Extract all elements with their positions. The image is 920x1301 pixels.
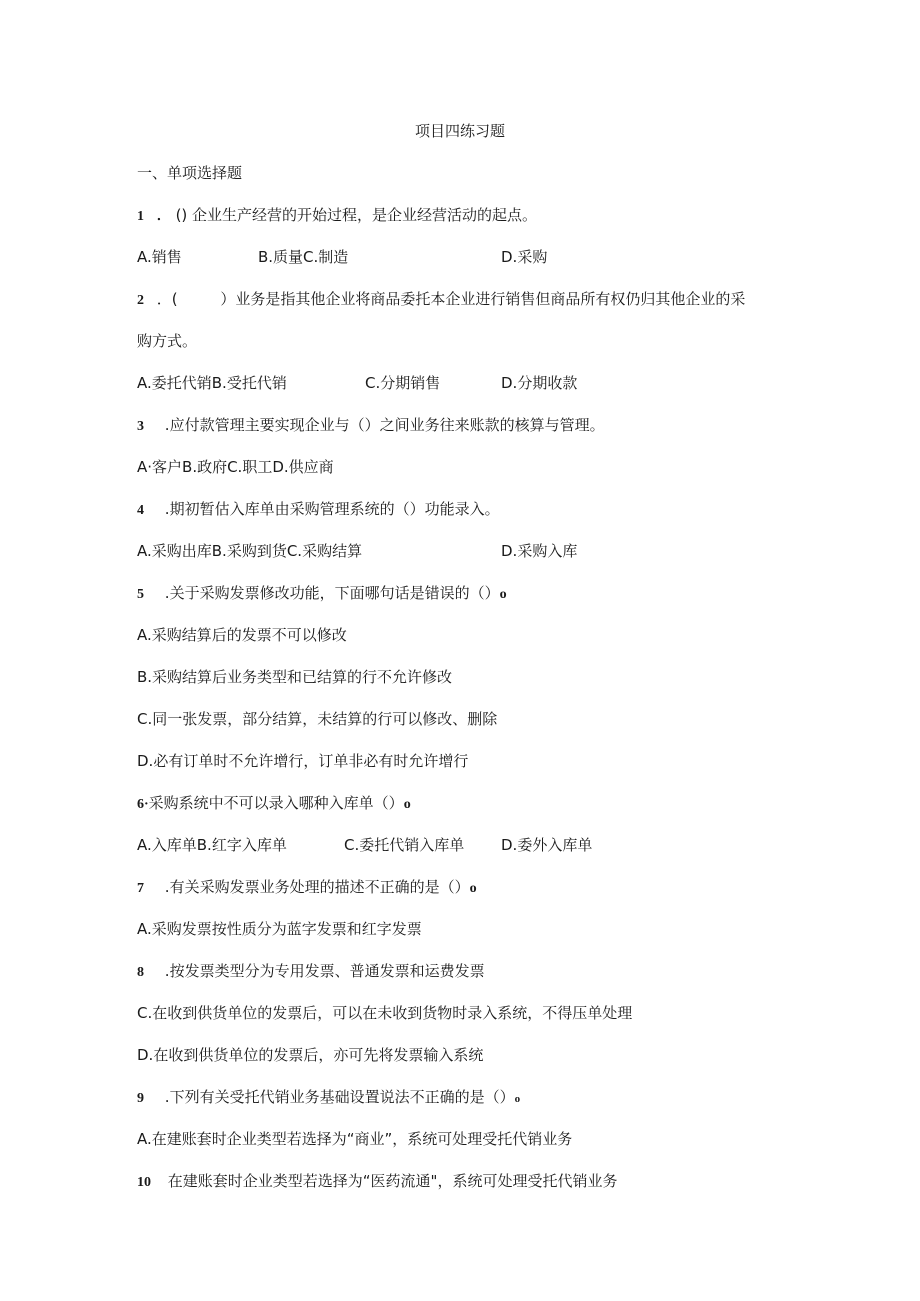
question-sep: ．( (156, 290, 178, 308)
question-2 (137, 288, 745, 312)
option-a-b: A.委托代销B.受托代销 (137, 374, 287, 392)
option-d: D.委外入库单 (501, 836, 593, 854)
option-d: D.采购入库 (501, 542, 578, 560)
question-text: 有关采购发票业务处理的描述不正确的是（） (169, 878, 470, 896)
question-8 (137, 960, 485, 984)
question-sep: . (164, 584, 170, 602)
question-number: 9 (137, 1091, 144, 1106)
question-number: 5 (137, 587, 144, 602)
question-3 (137, 414, 605, 438)
question-number: 10 (137, 1175, 151, 1190)
question-tail: o (403, 797, 411, 812)
question-sep: . (164, 416, 170, 434)
question-sep: ． (156, 209, 171, 224)
question-number: 6· (137, 797, 149, 812)
option-a-b-c: A.采购出库B.采购到货C.采购结算 (137, 542, 363, 560)
question-text: 应付款管理主要实现企业与（）之间业务往来账款的核算与管理。 (169, 416, 605, 434)
question-tail: o (514, 1093, 521, 1105)
question-text: 在建账套时企业类型若选择为“医药流通"，系统可处理受托代销业务 (167, 1172, 618, 1190)
question-sep: . (164, 500, 170, 518)
section-heading: 一、单项选择题 (137, 164, 243, 182)
option-a-b: A.入库单B.红字入库单 (137, 836, 287, 854)
question-3-options: A·客户B.政府C.职工D.供应商 (137, 458, 334, 476)
option-c: C.在收到供货单位的发票后，可以在未收到货物时录入系统，不得压单处理 (137, 1004, 633, 1022)
question-7 (137, 876, 477, 900)
option-b: B.质量 (258, 248, 304, 266)
question-2-continued: 购方式。 (137, 332, 198, 350)
question-tail: o (499, 587, 507, 602)
option-c: C.委托代销入库单 (344, 836, 465, 854)
option-d: D.在收到供货单位的发票后，亦可先将发票输入系统 (137, 1046, 484, 1064)
question-6-options (137, 834, 617, 856)
question-4-options (137, 540, 597, 562)
question-9 (137, 1086, 520, 1110)
option-d: D.必有订单时不允许增行，订单非必有时允许增行 (137, 752, 469, 770)
question-5 (137, 582, 507, 606)
question-text: 按发票类型分为专用发票、普通发票和运费发票 (169, 962, 485, 980)
question-6 (137, 792, 411, 816)
question-number: 2 (137, 293, 144, 308)
question-4 (137, 498, 500, 522)
question-sep: . (164, 962, 170, 980)
question-1-options (137, 246, 597, 268)
option-c: C.分期销售 (365, 374, 441, 392)
question-sep: . (164, 878, 170, 896)
option-b: B.采购结算后业务类型和已结算的行不允许修改 (137, 668, 453, 686)
option-a: A.销售 (137, 248, 182, 266)
question-tail: o (469, 881, 477, 896)
option-a: A.采购发票按性质分为蓝字发票和红字发票 (137, 920, 422, 938)
question-text: 关于采购发票修改功能，下面哪句话是错误的（） (169, 584, 500, 602)
page-title: 项目四练习题 (414, 122, 505, 140)
option-a: A.采购结算后的发票不可以修改 (137, 626, 347, 644)
question-text: 期初暂估入库单由采购管理系统的（）功能录入。 (169, 500, 500, 518)
question-number: 1 (137, 209, 144, 224)
question-10 (137, 1170, 617, 1194)
question-text: () 企业生产经营的开始过程，是企业经营活动的起点。 (175, 206, 538, 224)
question-2-options (137, 372, 597, 394)
option-c: C.制造 (303, 248, 349, 266)
question-1 (137, 204, 537, 228)
question-text: ）业务是指其他企业将商品委托本企业进行销售但商品所有权仍归其他企业的采 (220, 290, 746, 308)
question-number: 8 (137, 965, 144, 980)
option-d: D.分期收款 (501, 374, 578, 392)
question-number: 7 (137, 881, 144, 896)
question-sep: . (164, 1088, 170, 1106)
option-d: D.采购 (501, 248, 548, 266)
question-text: 下列有关受托代销业务基础设置说法不正确的是（） (169, 1088, 515, 1106)
option-a: A.在建账套时企业类型若选择为“商业”，系统可处理受托代销业务 (137, 1130, 573, 1148)
question-text: 采购系统中不可以录入哪种入库单（） (148, 794, 404, 812)
question-number: 3 (137, 419, 144, 434)
question-number: 4 (137, 503, 144, 518)
option-c: C.同一张发票，部分结算，未结算的行可以修改、删除 (137, 710, 498, 728)
